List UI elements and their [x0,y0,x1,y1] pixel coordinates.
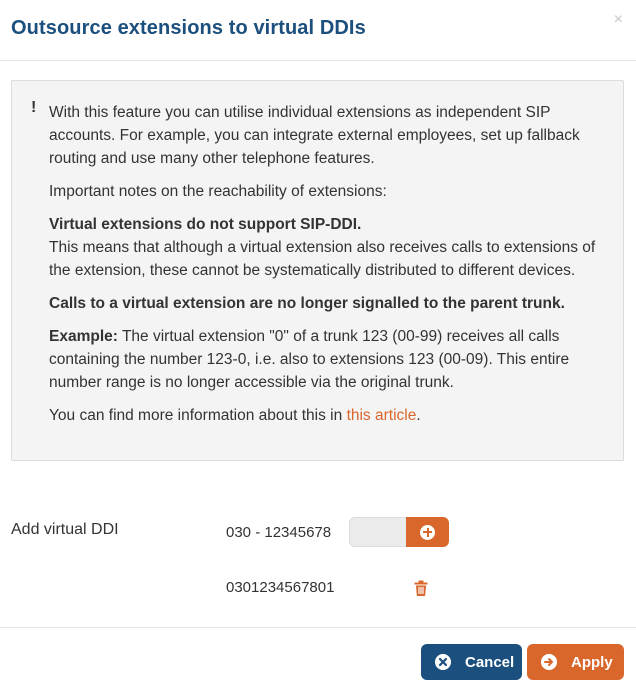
info-paragraph-trunk [49,292,609,315]
info-example-text: The virtual extension "0" of a trunk 123 (00-99) receives all calls containing the number 123-0, i.e. also to extensions 123 (00-09). This entire number range is no longer accessible via the original trunk. [49,328,570,391]
info-example-label: Example: [49,328,118,345]
ddi-number-prefix: 030 - 12345678 [226,524,332,541]
info-more-end: . [416,407,421,424]
arrow-right-circle-icon [541,654,557,670]
trash-icon[interactable] [414,580,428,596]
cancel-x-icon [435,654,451,670]
apply-button[interactable] [527,644,624,680]
plus-circle-icon [420,525,435,540]
article-link[interactable]: this article [346,407,417,424]
add-virtual-ddi-label: Add virtual DDI [11,521,119,538]
footer-divider [0,627,636,628]
info-paragraph-intro: With this feature you can utilise individual extensions as independent SIP accounts. For example, you can integrate external employees, set up fallback routing and use many other telephone features. [49,104,580,167]
info-paragraph-example [49,325,609,394]
ddi-extension-input[interactable] [349,517,407,547]
info-paragraph-notes: Important notes on the reachability of extensions: [49,183,387,200]
ddi-entry: 0301234567801 [226,579,335,596]
close-icon[interactable]: × [613,11,623,28]
info-sip-ddi-text: This means that although a virtual extension also receives calls to extensions of the extension, these cannot be systematically distributed to different devices. [49,239,596,279]
add-ddi-button[interactable] [406,517,449,547]
info-paragraph-more [49,404,609,427]
info-content [49,101,609,437]
info-more-text: You can find more information about this in [49,407,347,424]
dialog-title: Outsource extensions to virtual DDIs [11,17,366,39]
apply-button-label: Apply [571,654,613,671]
cancel-button[interactable] [421,644,522,680]
modal-header [0,0,636,61]
exclamation-icon: ! [31,99,37,116]
info-sip-ddi-heading: Virtual extensions do not support SIP-DDI. [49,216,362,233]
cancel-button-label: Cancel [465,654,515,671]
info-box [11,80,624,461]
info-paragraph-sip-ddi [49,213,609,282]
info-trunk-heading: Calls to a virtual extension are no longer signalled to the parent trunk. [49,295,565,312]
